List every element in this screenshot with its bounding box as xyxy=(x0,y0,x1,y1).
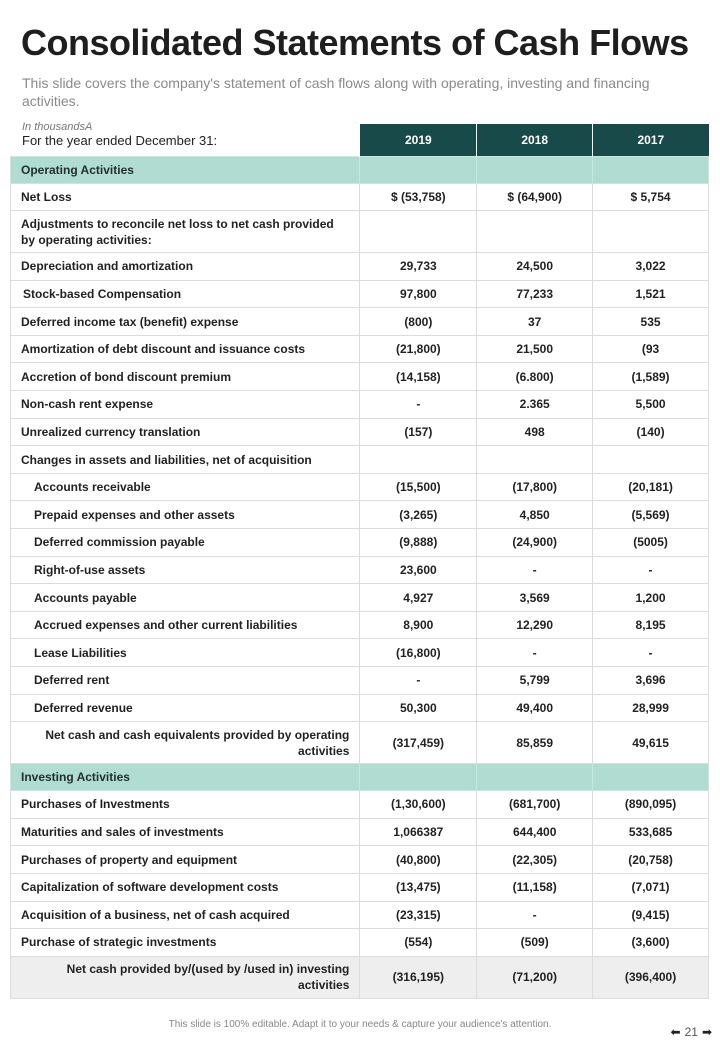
table-row xyxy=(11,667,709,695)
row-label: Accrued expenses and other current liabilities xyxy=(11,611,360,639)
table-row xyxy=(11,722,709,764)
row-label: Non-cash rent expense xyxy=(11,391,360,419)
value-cell-2018: 12,290 xyxy=(477,611,593,639)
table-row xyxy=(11,611,709,639)
section-investing-activities xyxy=(11,764,709,791)
value-cell-2018: 85,859 xyxy=(477,722,593,764)
value-cell-2019: (3,265) xyxy=(360,501,477,529)
table-row xyxy=(11,473,709,501)
value-cell-2017: 5,500 xyxy=(593,391,709,419)
row-label: Net cash provided by/(used by /used in) investing activities xyxy=(11,956,360,998)
value-cell-2018: 49,400 xyxy=(477,694,593,722)
page-number: 21 xyxy=(684,1025,698,1039)
value-cell-2018 xyxy=(477,446,593,474)
row-label: Deferred income tax (benefit) expense xyxy=(11,308,360,336)
value-cell-2017 xyxy=(593,446,709,474)
table-row xyxy=(11,846,709,874)
value-cell-2018: 5,799 xyxy=(477,667,593,695)
section-cell xyxy=(593,156,709,183)
column-header-2019: 2019 xyxy=(360,124,477,156)
value-cell-2017: $ 5,754 xyxy=(593,183,709,211)
section-cell xyxy=(593,764,709,791)
value-cell-2019: 23,600 xyxy=(360,556,477,584)
value-cell-2017: (396,400) xyxy=(593,956,709,998)
value-cell-2017 xyxy=(593,211,709,253)
value-cell-2018: 4,850 xyxy=(477,501,593,529)
arrow-left-icon[interactable]: ⬅ xyxy=(670,1025,681,1039)
table-row xyxy=(11,901,709,929)
value-cell-2017: (20,181) xyxy=(593,473,709,501)
value-cell-2017: (5,569) xyxy=(593,501,709,529)
page-title: Consolidated Statements of Cash Flows xyxy=(21,22,689,63)
value-cell-2017: (890,095) xyxy=(593,791,709,819)
table-row xyxy=(11,446,709,474)
value-cell-2018: 2.365 xyxy=(477,391,593,419)
section-cell xyxy=(477,764,593,791)
table-row xyxy=(11,363,709,391)
value-cell-2017: 533,685 xyxy=(593,818,709,846)
value-cell-2018: 21,500 xyxy=(477,335,593,363)
value-cell-2018: (24,900) xyxy=(477,529,593,557)
table-row xyxy=(11,694,709,722)
value-cell-2018: (681,700) xyxy=(477,791,593,819)
value-cell-2019: - xyxy=(360,667,477,695)
table-row xyxy=(11,639,709,667)
footer-note: This slide is 100% editable. Adapt it to your needs & capture your audience's attention. xyxy=(168,1019,552,1030)
table-row xyxy=(11,556,709,584)
value-cell-2017: 535 xyxy=(593,308,709,336)
row-label: Purchases of Investments xyxy=(11,791,360,819)
value-cell-2019: (157) xyxy=(360,418,477,446)
section-label: Investing Activities xyxy=(11,764,360,791)
table-row xyxy=(11,584,709,612)
table-row xyxy=(11,818,709,846)
value-cell-2019: (15,500) xyxy=(360,473,477,501)
row-label: Deferred revenue xyxy=(11,694,360,722)
value-cell-2018: 24,500 xyxy=(477,253,593,281)
page-subtitle: This slide covers the company's statement of cash flows along with operating, investing and financing activities. xyxy=(22,75,650,109)
value-cell-2018: 644,400 xyxy=(477,818,593,846)
table-row xyxy=(11,873,709,901)
row-label: Deferred commission payable xyxy=(11,529,360,557)
value-cell-2019: - xyxy=(360,391,477,419)
section-operating-activities xyxy=(11,156,709,183)
header-blank xyxy=(11,124,360,156)
value-cell-2017: - xyxy=(593,556,709,584)
section-cell xyxy=(360,156,477,183)
row-label: Prepaid expenses and other assets xyxy=(11,501,360,529)
value-cell-2017: - xyxy=(593,639,709,667)
row-label: Lease Liabilities xyxy=(11,639,360,667)
cash-flow-table xyxy=(10,124,709,999)
row-label: Capitalization of software development costs xyxy=(11,873,360,901)
value-cell-2018: (17,800) xyxy=(477,473,593,501)
value-cell-2019: (23,315) xyxy=(360,901,477,929)
value-cell-2017: 1,521 xyxy=(593,280,709,308)
value-cell-2018: (71,200) xyxy=(477,956,593,998)
row-label: Stock-based Compensation xyxy=(11,280,360,308)
table-row xyxy=(11,308,709,336)
value-cell-2019: (554) xyxy=(360,929,477,957)
table-row xyxy=(11,929,709,957)
row-label: Adjustments to reconcile net loss to net cash provided by operating activities: xyxy=(11,211,360,253)
row-label: Accretion of bond discount premium xyxy=(11,363,360,391)
row-label: Accounts receivable xyxy=(11,473,360,501)
value-cell-2017: (9,415) xyxy=(593,901,709,929)
value-cell-2019: (13,475) xyxy=(360,873,477,901)
value-cell-2019: (40,800) xyxy=(360,846,477,874)
value-cell-2018: 77,233 xyxy=(477,280,593,308)
value-cell-2019: (16,800) xyxy=(360,639,477,667)
value-cell-2018: (6.800) xyxy=(477,363,593,391)
value-cell-2017: 28,999 xyxy=(593,694,709,722)
value-cell-2017: (93 xyxy=(593,335,709,363)
value-cell-2019: (9,888) xyxy=(360,529,477,557)
section-cell xyxy=(477,156,593,183)
value-cell-2018: 498 xyxy=(477,418,593,446)
table-row xyxy=(11,280,709,308)
value-cell-2018: (22,305) xyxy=(477,846,593,874)
table-row xyxy=(11,335,709,363)
arrow-right-icon[interactable]: ➡ xyxy=(701,1025,712,1039)
value-cell-2019: (21,800) xyxy=(360,335,477,363)
value-cell-2019: 1,066387 xyxy=(360,818,477,846)
value-cell-2019: $ (53,758) xyxy=(360,183,477,211)
value-cell-2017: 8,195 xyxy=(593,611,709,639)
value-cell-2017: (20,758) xyxy=(593,846,709,874)
value-cell-2018: - xyxy=(477,639,593,667)
value-cell-2019: 29,733 xyxy=(360,253,477,281)
row-label: Acquisition of a business, net of cash acquired xyxy=(11,901,360,929)
row-label: Maturities and sales of investments xyxy=(11,818,360,846)
value-cell-2018: (509) xyxy=(477,929,593,957)
value-cell-2018: - xyxy=(477,901,593,929)
value-cell-2019: 4,927 xyxy=(360,584,477,612)
section-cell xyxy=(360,764,477,791)
value-cell-2017: (140) xyxy=(593,418,709,446)
value-cell-2018 xyxy=(477,211,593,253)
table-row xyxy=(11,418,709,446)
value-cell-2019: 97,800 xyxy=(360,280,477,308)
row-label: Net cash and cash equivalents provided by operating activities xyxy=(11,722,360,764)
row-label: Deferred rent xyxy=(11,667,360,695)
value-cell-2019: (317,459) xyxy=(360,722,477,764)
row-label: Amortization of debt discount and issuance costs xyxy=(11,335,360,363)
value-cell-2017: 3,696 xyxy=(593,667,709,695)
row-label: Net Loss xyxy=(11,183,360,211)
value-cell-2018: $ (64,900) xyxy=(477,183,593,211)
row-label: Depreciation and amortization xyxy=(11,253,360,281)
value-cell-2019 xyxy=(360,211,477,253)
table-row xyxy=(11,211,709,253)
period-label: For the year ended December 31: xyxy=(22,133,218,148)
value-cell-2018: 37 xyxy=(477,308,593,336)
row-label: Unrealized currency translation xyxy=(11,418,360,446)
units-note: In thousandsA xyxy=(22,121,93,133)
table-row xyxy=(11,391,709,419)
value-cell-2017: 49,615 xyxy=(593,722,709,764)
section-label: Operating Activities xyxy=(11,156,360,183)
value-cell-2018: (11,158) xyxy=(477,873,593,901)
table-row xyxy=(11,956,709,998)
table-row xyxy=(11,501,709,529)
table-row xyxy=(11,183,709,211)
value-cell-2019: 8,900 xyxy=(360,611,477,639)
column-header-2018: 2018 xyxy=(477,124,593,156)
value-cell-2018: - xyxy=(477,556,593,584)
value-cell-2019 xyxy=(360,446,477,474)
row-label: Purchase of strategic investments xyxy=(11,929,360,957)
value-cell-2019: (14,158) xyxy=(360,363,477,391)
value-cell-2019: (316,195) xyxy=(360,956,477,998)
row-label: Right-of-use assets xyxy=(11,556,360,584)
table-row xyxy=(11,791,709,819)
value-cell-2019: (1,30,600) xyxy=(360,791,477,819)
page-navigator xyxy=(671,1025,712,1039)
value-cell-2017: 3,022 xyxy=(593,253,709,281)
value-cell-2019: (800) xyxy=(360,308,477,336)
value-cell-2018: 3,569 xyxy=(477,584,593,612)
table-header-row xyxy=(11,124,709,156)
value-cell-2017: 1,200 xyxy=(593,584,709,612)
value-cell-2017: (1,589) xyxy=(593,363,709,391)
column-header-2017: 2017 xyxy=(593,124,709,156)
row-label: Purchases of property and equipment xyxy=(11,846,360,874)
value-cell-2017: (5005) xyxy=(593,529,709,557)
value-cell-2017: (7,071) xyxy=(593,873,709,901)
row-label: Accounts payable xyxy=(11,584,360,612)
table-row xyxy=(11,253,709,281)
table-row xyxy=(11,529,709,557)
value-cell-2017: (3,600) xyxy=(593,929,709,957)
row-label: Changes in assets and liabilities, net of acquisition xyxy=(11,446,360,474)
value-cell-2019: 50,300 xyxy=(360,694,477,722)
